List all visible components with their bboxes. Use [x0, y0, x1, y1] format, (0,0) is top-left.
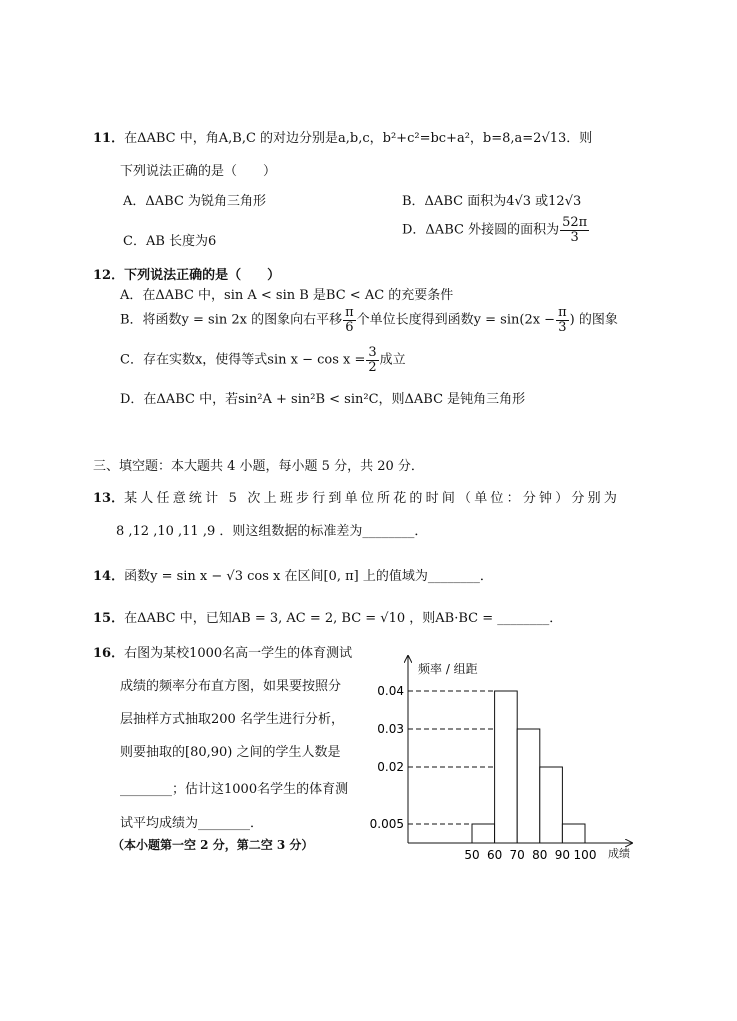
x-tick-label: 60: [486, 848, 503, 862]
x-axis-label: 成绩: [608, 847, 630, 860]
q12-option-b-den2: 3: [558, 319, 567, 335]
q13-line2: 8 ,12 ,10 ,11 ,9 ．则这组数据的标准差为________．: [116, 524, 428, 539]
q11-option-d-text: D．ΔABC 外接圆的面积为: [402, 222, 560, 238]
q12-option-c-post: 成立: [379, 352, 406, 368]
q12-option-c-num: 3: [368, 345, 377, 360]
histogram-bar: [562, 824, 585, 843]
q16-line-2: 成绩的频率分布直方图，如果要按照分: [120, 679, 342, 694]
y-tick-label: 0.04: [377, 684, 404, 698]
q11-stem-line2: 下列说法正确的是（ ）: [120, 164, 277, 179]
section-3-heading: 三、填空题：本大题共 4 小题，每小题 5 分，共 20 分．: [93, 459, 424, 474]
q11-option-d-numerator: 52π: [562, 215, 588, 230]
q12-option-d: D．在ΔABC 中，若sin²A + sin²B < sin²C，则ΔABC 是钝角三角形: [120, 392, 526, 407]
q11-option-a: A．ΔABC 为锐角三角形: [123, 194, 267, 209]
q12-option-b-mid: 个单位长度得到函数y = sin(2x −: [356, 312, 556, 328]
y-tick-label: 0.005: [369, 817, 404, 831]
q14-number: 14．: [93, 569, 125, 584]
q14-text: 函数y = sin x − √3 cos x 在区间[0, π] 上的值域为________．: [124, 569, 493, 584]
q16-line-4: 则要抽取的[80,90) 之间的学生人数是: [120, 745, 341, 760]
q11-option-b: B．ΔABC 面积为4√3 或12√3: [402, 194, 582, 209]
q12-option-c-pre: C．存在实数x，使得等式sin x − cos x =: [120, 352, 366, 368]
q16-number: 16．: [93, 646, 125, 661]
q11-stem1: 在ΔABC 中，角A,B,C 的对边分别是a,b,c，b²+c²=bc+a²，b=8,a=2√13．则: [124, 131, 593, 146]
x-tick-label: 90: [554, 848, 571, 862]
q11-option-d-denominator: 3: [570, 229, 579, 245]
y-tick-label: 0.03: [377, 722, 404, 736]
q13-number: 13．: [93, 491, 125, 506]
q12-option-a: A．在ΔABC 中，sin A < sin B 是BC < AC 的充要条件: [120, 288, 454, 303]
y-tick-label: 0.02: [377, 760, 404, 774]
q16-line-6: 试平均成绩为________．: [120, 816, 264, 831]
q12-option-b-num: π: [345, 305, 354, 320]
q11-number: 11．: [93, 131, 125, 146]
y-axis-label: 频率 / 组距: [418, 662, 478, 676]
x-tick-label: 80: [532, 848, 548, 862]
q12-number: 12．: [93, 268, 125, 283]
q12-option-b-pre: B．将函数y = sin 2x 的图象向右平移: [120, 312, 343, 328]
q12-option-c-den: 2: [368, 359, 377, 375]
q12-stem-text: 下列说法正确的是（ ）: [124, 268, 281, 283]
histogram-bar: [540, 767, 563, 843]
q16-line-3: 层抽样方式抽取200 名学生进行分析，: [120, 712, 344, 727]
histogram-bar: [472, 824, 495, 843]
q11-option-c: C．AB 长度为6: [123, 234, 217, 249]
q15-text: 在ΔABC 中，已知AB = 3, AC = 2, BC = √10 ，则AB·BC = ________．: [124, 611, 563, 626]
q15-number: 15．: [93, 611, 125, 626]
q16-line-5: ________；估计这1000名学生的体育测: [120, 782, 349, 797]
q12-option-b-den: 6: [345, 319, 354, 335]
histogram-bar: [517, 729, 540, 843]
x-tick-label: 50: [464, 848, 480, 862]
q13-text-line1: 某人任意统计 5 次上班步行到单位所花的时间（单位：分钟）分别为: [124, 491, 621, 506]
histogram-bar: [495, 691, 518, 843]
q12-option-b-num2: π: [558, 305, 567, 320]
q12-option-b-post: ) 的图象: [569, 312, 618, 328]
q16-scoring-note: （本小题第一空 2 分，第二空 3 分）: [112, 838, 314, 852]
x-tick-label: 70: [509, 848, 525, 862]
q16-text-1: 右图为某校1000名高一学生的体育测试: [124, 646, 353, 661]
x-tick-label: 100: [573, 848, 597, 862]
